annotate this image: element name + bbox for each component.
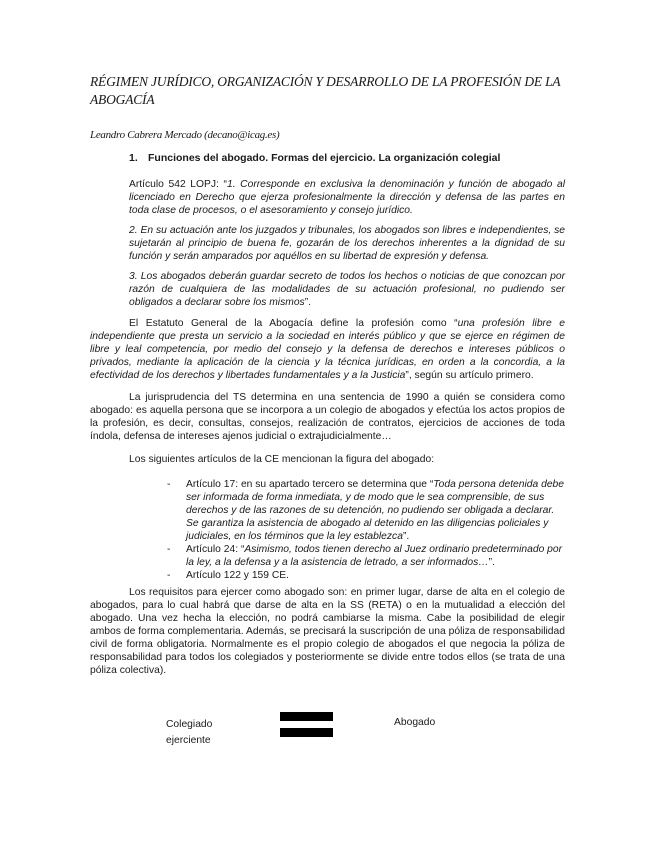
list-dash: - [167,570,171,581]
document-title: RÉGIMEN JURÍDICO, ORGANIZACIÓN Y DESARROLLO DE LA PROFESIÓN DE LA ABOGACÍA [90,74,561,107]
section-heading-text: Funciones del abogado. Formas del ejercicio. La organización colegial [148,152,501,164]
art542-text-3: 3. Los abogados deberán guardar secreto de todos los hechos o noticias de que conozcan por razón de cualquiera de las modalidades de su actuación profesional, no pudiendo ser obligados a declarar sobre los mismos [129,271,565,308]
art542-end: ”. [304,297,311,308]
art542-intro: Artículo 542 LOPJ: “ [129,179,227,190]
requisitos-paragraph: Los requisitos para ejercer como abogado son: en primer lugar, darse de alta en el colegio de abogados, para lo cual habrá que darse de alta en la SS (RETA) o en la mutualidad a elección del abogado. Una vez hecha la elección, no podrá cambiarse la misma. Cabe la posibilidad de elegir ambos de forma complementaria. Además, se precisará la suscripción de una póliza de responsabilidad civil de forma obligatoria. Normalmente es el propio colegio de abogados el que negocia la póliza de responsabilidad para todos los colegiados y posteriormente se divide entre todos ellos (se trata de una póliza colectiva). [90,587,565,676]
a24-intro: Artículo 24: “ [186,544,245,555]
list-dash: - [167,479,171,490]
a17-quote: Toda persona detenida debe ser informada de forma inmediata, y de modo que le sea comprensible, de sus derechos y de las razones de su detención, no pudiendo ser obligada a declarar. Se garantiza la asistencia de abogado al detenido en las diligencias policiales y judiciales, en los términos que la ley establezca [186,479,565,542]
a24-end: ”. [488,557,495,568]
a17-intro: Artículo 17: en su apartado tercero se determina que “ [186,479,434,490]
art542-text-1: 1. Corresponde en exclusiva la denominación y función de abogado al licenciado en Derecho que ejerza profesionalmente la dirección y defensa de las partes en toda clase de procesos, o el asesoramiento y consejo jurídico. [129,179,566,216]
ce-intro-paragraph: Los siguientes artículos de la CE mencionan la figura del abogado: [129,454,435,465]
equals-bar-bottom [280,728,333,737]
section-number: 1. [129,152,138,164]
author-line: Leandro Cabrera Mercado (decano@icag.es) [90,129,280,141]
list-item [167,543,567,569]
estatuto-paragraph [90,317,565,382]
estatuto-end: ”, según su artículo primero. [405,370,534,381]
art542-paragraph-3 [129,270,565,309]
estatuto-quote: una profesión libre e independiente que presta un servicio a la sociedad en interés público y que se ejerce en régimen de libre y leal competencia, por medio del consejo y la defensa de derechos e intereses públicos o privados, mediante la aplicación de la ciencia y la técnica jurídicas, en orden a la concordia, a la efectividad de los derechos y libertades fundamentales y a la Justicia [90,318,565,381]
section-heading [129,152,500,164]
ce-articles-list [167,478,567,582]
a24-quote: Asimismo, todos tienen derecho al Juez ordinario predeterminado por la ley, a la defensa y a la asistencia de letrado, a ser informados… [186,544,563,568]
a17-end: ”. [402,531,410,542]
equals-bar-top [280,712,333,721]
jurisprudencia-paragraph: La jurisprudencia del TS determina en una sentencia de 1990 a quién se considera como abogado: es aquella persona que se incorpora a un colegio de abogados y efectúa los actos propios de la profesión, es decir, consultas, consejos, realización de contratos, ejercicios de acciones de toda índola, defensa de intereses ajenos judicial o extrajudicialmente… [90,392,565,442]
equation-left-label: Colegiado ejerciente [166,719,213,746]
estatuto-intro: El Estatuto General de la Abogacía define la profesión como “ [129,318,458,329]
art542-paragraph-2: 2. En su actuación ante los juzgados y tribunales, los abogados son libres e independientes, se sujetarán al principio de buena fe, gozarán de los derechos inherentes a la dignidad de su función y serán amparados por aquéllos en su libertad de expresión y defensa. [129,225,565,262]
a122-text: Artículo 122 y 159 CE. [186,570,290,581]
list-dash: - [167,544,171,555]
art542-paragraph-1 [129,178,565,217]
list-item [167,478,567,543]
list-item [167,569,567,582]
equals-sign-icon [280,712,333,738]
equation-right-label: Abogado [394,717,436,728]
